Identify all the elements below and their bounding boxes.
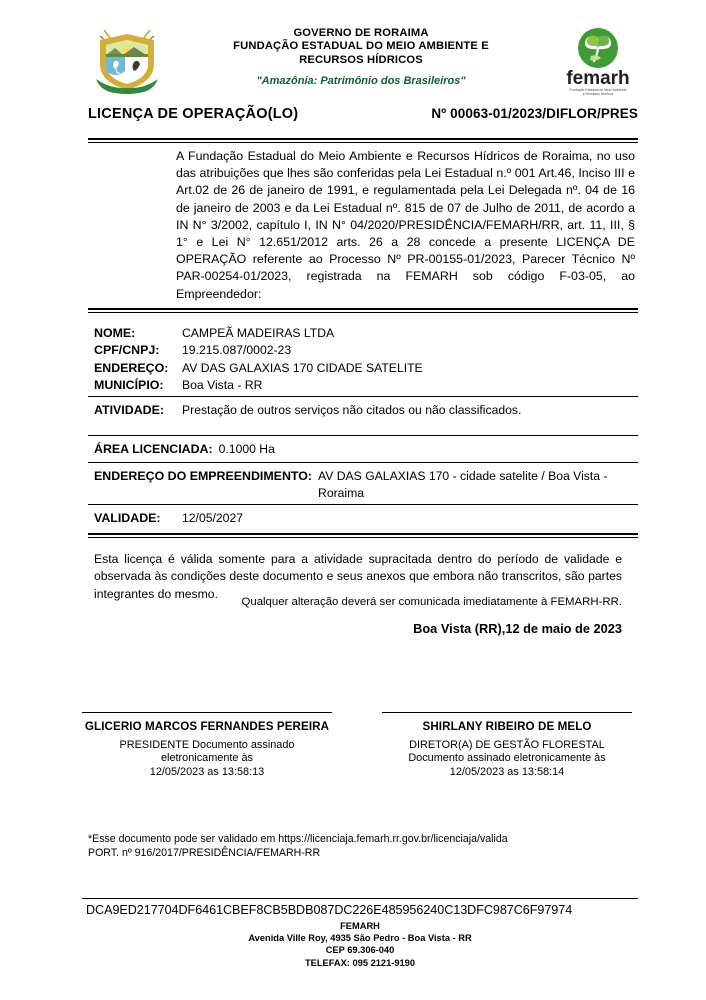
holder-fields — [94, 325, 639, 394]
endereco-value: AV DAS GALAXIAS 170 CIDADE SATELITE — [182, 360, 423, 375]
area-field — [94, 441, 639, 458]
license-title-row — [88, 106, 638, 126]
field-row-municipio — [94, 377, 639, 394]
signature-role-right: DIRETOR(A) DE GESTÃO FLORESTAL Documento assinado eletronicamente às — [408, 739, 606, 765]
footer-address: Avenida Ville Roy, 4935 São Pedro - Boa Vista - RR — [248, 933, 472, 944]
field-row-area — [94, 441, 639, 458]
preamble-paragraph: A Fundação Estadual do Meio Ambiente e Recursos Hídricos de Roraima, no uso das atribuições que lhes são conferidas pela Lei Estadual n.º 001 Art.46, Inciso III e Art.02 de 26 de janeiro de 1991, e regulamentada pela Lei Delegada nº. 04 de 16 de janeiro de 2003 e da Lei Estadual nº. 815 de 07 de Julho de 2011, de acordo a IN N° 3/2002, capítulo I, IN N° 04/2020/PRESIDÊNCIA/FEMARH/RR, art. 11, III, § 1° e Lei N° 12.651/2012 arts. 26 a 28 concede a presente LICENÇA DE OPERAÇÃO referente ao Processo Nº PR-00155-01/2023, Parecer Técnico Nº PAR-00254-01/2023, registrada na FEMARH sob código F-03-05, ao Empreendedor: — [176, 149, 635, 301]
atividade-value: Prestação de outros serviços não citados ou não classificados. — [182, 403, 522, 417]
rule-above-atividade — [88, 396, 638, 397]
validation-note — [88, 833, 628, 860]
license-number: Nº 00063-01/2023/DIFLOR/PRES — [431, 106, 638, 121]
cnpj-value: 19.215.087/0002-23 — [182, 343, 292, 358]
signature-line-right — [382, 712, 632, 713]
signature-timestamp-right: 12/05/2023 as 13:58:14 — [449, 765, 565, 778]
org-line-1: GOVERNO DE RORAIMA — [293, 27, 429, 39]
endereco-label: ENDEREÇO: — [94, 360, 169, 375]
atividade-label: ATIVIDADE: — [94, 403, 164, 417]
area-label: ÁREA LICENCIADA: — [94, 442, 213, 456]
signature-area — [78, 712, 638, 798]
signature-timestamp-left: 12/05/2023 as 13:58:13 — [149, 765, 265, 778]
header-title-block — [178, 27, 544, 87]
municipio-label: MUNICÍPIO: — [94, 377, 164, 392]
field-row-atividade — [94, 402, 639, 419]
cnpj-label: CPF/CNPJ: — [94, 343, 160, 358]
rule-above-validade — [88, 504, 638, 505]
signature-block-director — [382, 712, 632, 779]
city-date: Boa Vista (RR),12 de maio de 2023 — [413, 621, 622, 636]
license-type-title: LICENÇA DE OPERAÇÃO(LO) — [88, 106, 299, 122]
signature-name-left: GLICERIO MARCOS FERNANDES PEREIRA — [84, 720, 330, 733]
field-row-nome — [94, 325, 639, 342]
field-row-ender-emp — [94, 468, 639, 503]
org-line-3: RECURSOS HÍDRICOS — [299, 53, 423, 66]
roraima-coat-of-arms-icon — [90, 24, 164, 96]
rule-fields-top-double — [88, 308, 638, 313]
svg-text:Fundação Estadual do Meio Ambi: Fundação Estadual do Meio Ambiente — [569, 88, 627, 92]
rule-above-area — [88, 435, 638, 436]
rule-top-double — [88, 138, 638, 143]
rule-above-hash — [82, 898, 638, 899]
enterprise-address-field — [94, 468, 639, 503]
ender-emp-label: ENDEREÇO DO EMPREENDIMENTO: — [94, 469, 313, 483]
signature-role-left: PRESIDENTE Documento assinado eletronicamente às — [119, 739, 295, 765]
validade-label: VALIDADE: — [94, 511, 161, 525]
field-row-cnpj — [94, 342, 639, 359]
footer-org: FEMARH — [340, 921, 380, 931]
ender-emp-value: AV DAS GALAXIAS 170 - cidade satelite / Boa Vista - Roraima — [318, 469, 608, 501]
signature-name-right: SHIRLANY RIBEIRO DE MELO — [422, 720, 592, 733]
nome-value: CAMPEÃ MADEIRAS LTDA — [182, 326, 335, 340]
activity-field — [94, 402, 639, 419]
signature-line-left — [82, 712, 332, 713]
femarh-leaf-logo-icon — [558, 24, 638, 98]
change-notice: Qualquer alteração deverá ser comunicada imediatamente à FEMARH-RR. — [241, 596, 622, 608]
field-row-endereco — [94, 360, 639, 377]
rule-fields-bottom-double — [88, 533, 638, 538]
svg-text:e Recursos Hídricos: e Recursos Hídricos — [582, 92, 614, 96]
svg-text:femarh: femarh — [566, 68, 630, 89]
validity-field — [94, 510, 639, 527]
rule-above-ender-emp — [88, 462, 638, 463]
validade-value: 12/05/2027 — [182, 511, 243, 525]
closing-paragraph: Esta licença é válida somente para a atividade supracitada dentro do período de validade e observada às condições deste documento e seus anexos que embora não transcritos, são partes integrantes do mesmo. — [94, 552, 622, 601]
signature-block-president — [82, 712, 332, 779]
footer-telefax: TELEFAX: 095 2121-9190 — [304, 957, 416, 968]
org-line-2: FUNDAÇÃO ESTADUAL DO MEIO AMBIENTE E — [233, 40, 489, 53]
document-header — [82, 22, 640, 100]
footer-cep: CEP 69.306-040 — [325, 945, 395, 956]
document-hash: DCA9ED217704DF6461CBEF8CB5BDB087DC226E485956240C13DFC987C6F97974 — [86, 903, 573, 917]
document-footer — [82, 920, 638, 969]
nome-label: NOME: — [94, 326, 136, 340]
field-row-validade — [94, 510, 639, 527]
validation-url-line: *Esse documento pode ser validado em https://licenciaja.femarh.rr.gov.br/licenciaja/valida — [88, 833, 508, 845]
slogan: "Amazônia: Patrimônio dos Brasileiros" — [256, 75, 466, 88]
area-value: 0.1000 Ha — [218, 442, 275, 456]
validation-portaria-line: PORT. nº 916/2017/PRESIDÊNCIA/FEMARH-RR — [88, 846, 321, 859]
municipio-value: Boa Vista - RR — [182, 377, 263, 392]
